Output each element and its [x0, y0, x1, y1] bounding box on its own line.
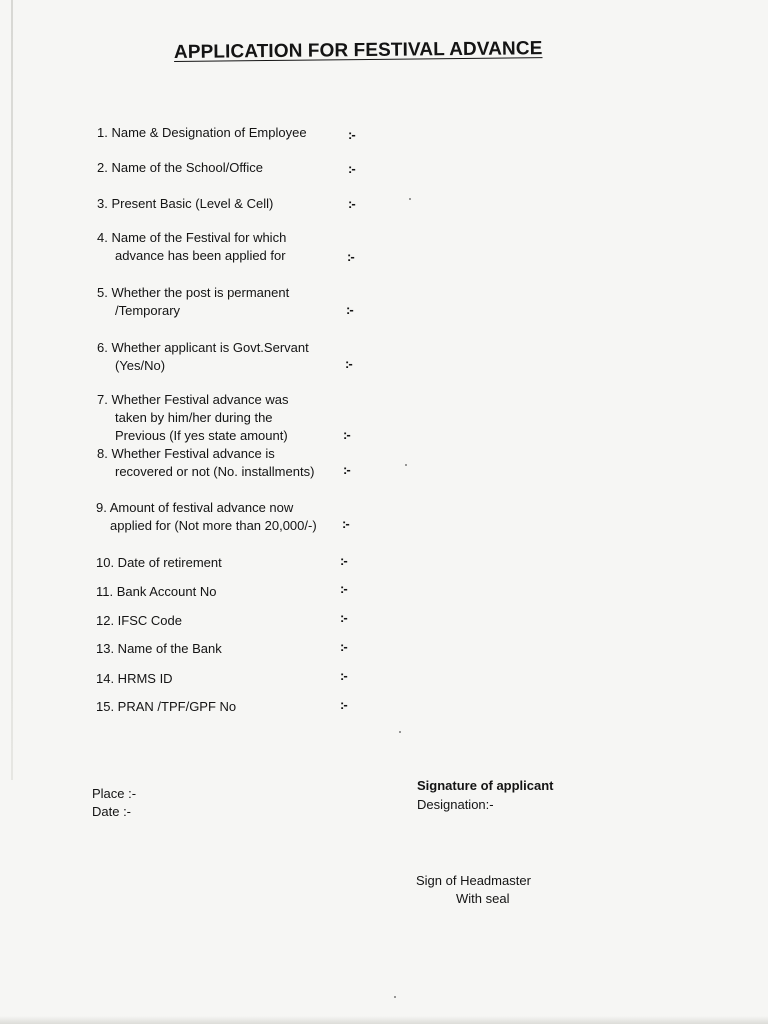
field-colon: :-	[348, 127, 355, 142]
field-label: 6. Whether applicant is Govt.Servant	[97, 340, 309, 355]
scan-speck	[399, 731, 401, 733]
field-label: 11. Bank Account No	[96, 584, 217, 599]
field-name-designation	[97, 124, 307, 142]
field-advance-taken-previous	[97, 391, 288, 445]
field-label: 9. Amount of festival advance now	[96, 500, 294, 515]
field-label: 7. Whether Festival advance was	[97, 392, 289, 407]
field-school-office	[97, 159, 263, 177]
field-present-basic	[97, 195, 273, 213]
field-label: 3. Present Basic (Level & Cell)	[97, 196, 274, 211]
scan-speck	[394, 996, 396, 998]
field-colon: :-	[340, 639, 347, 654]
field-colon: :-	[340, 668, 347, 683]
field-label-continued: /Temporary	[115, 303, 181, 318]
field-ifsc-code	[96, 612, 182, 630]
field-label: 14. HRMS ID	[96, 671, 173, 686]
field-advance-recovered	[97, 445, 314, 481]
field-colon: :-	[348, 196, 355, 211]
form-title: APPLICATION FOR FESTIVAL ADVANCE	[173, 38, 543, 63]
field-colon: :-	[343, 462, 350, 477]
field-label-continued: (Yes/No)	[115, 358, 166, 373]
place-label: Place :-	[92, 786, 137, 801]
field-label: 1. Name & Designation of Employee	[97, 125, 307, 140]
field-label-continued: advance has been applied for	[115, 248, 286, 263]
field-colon: :-	[345, 356, 352, 371]
with-seal-label: With seal	[456, 891, 510, 906]
signature-of-applicant-label: Signature of applicant	[417, 778, 554, 793]
field-label-continued: applied for (Not more than 20,000/-)	[110, 518, 317, 533]
field-colon: :-	[340, 697, 347, 712]
field-colon: :-	[348, 161, 355, 176]
field-colon: :-	[340, 553, 347, 568]
field-label: 5. Whether the post is permanent	[97, 285, 290, 300]
field-festival-name	[97, 229, 286, 265]
field-pran-tpf-gpf	[96, 698, 236, 716]
field-colon: :-	[343, 427, 350, 442]
field-label: 10. Date of retirement	[96, 555, 222, 570]
headmaster-sign-label: Sign of Headmaster	[416, 873, 531, 888]
designation-label: Designation:-	[417, 797, 494, 812]
scan-bottom-shadow	[0, 1016, 768, 1024]
field-amount-applied	[96, 499, 317, 535]
field-bank-account	[96, 583, 216, 601]
field-label: 13. Name of the Bank	[96, 641, 222, 656]
field-label: 15. PRAN /TPF/GPF No	[96, 699, 237, 714]
field-date-retirement	[96, 554, 222, 572]
field-bank-name	[96, 640, 222, 658]
date-label: Date :-	[92, 804, 132, 819]
field-label: 4. Name of the Festival for which	[97, 230, 287, 245]
scan-speck	[409, 198, 411, 200]
field-colon: :-	[346, 302, 353, 317]
field-post-permanent	[97, 284, 289, 320]
field-govt-servant	[97, 339, 309, 375]
field-hrms-id	[96, 670, 173, 688]
field-colon: :-	[342, 516, 349, 531]
scan-edge-shadow	[11, 0, 13, 780]
field-colon: :-	[340, 581, 347, 596]
scan-speck	[405, 464, 407, 466]
field-label: 8. Whether Festival advance is	[97, 446, 275, 461]
field-label-continued: Previous (If yes state amount)	[115, 428, 288, 443]
field-label: 12. IFSC Code	[96, 613, 182, 628]
field-label-continued: taken by him/her during the	[115, 410, 273, 425]
field-colon: :-	[347, 249, 354, 264]
field-label-continued: recovered or not (No. installments)	[115, 464, 315, 479]
field-colon: :-	[340, 610, 347, 625]
field-label: 2. Name of the School/Office	[97, 160, 263, 175]
